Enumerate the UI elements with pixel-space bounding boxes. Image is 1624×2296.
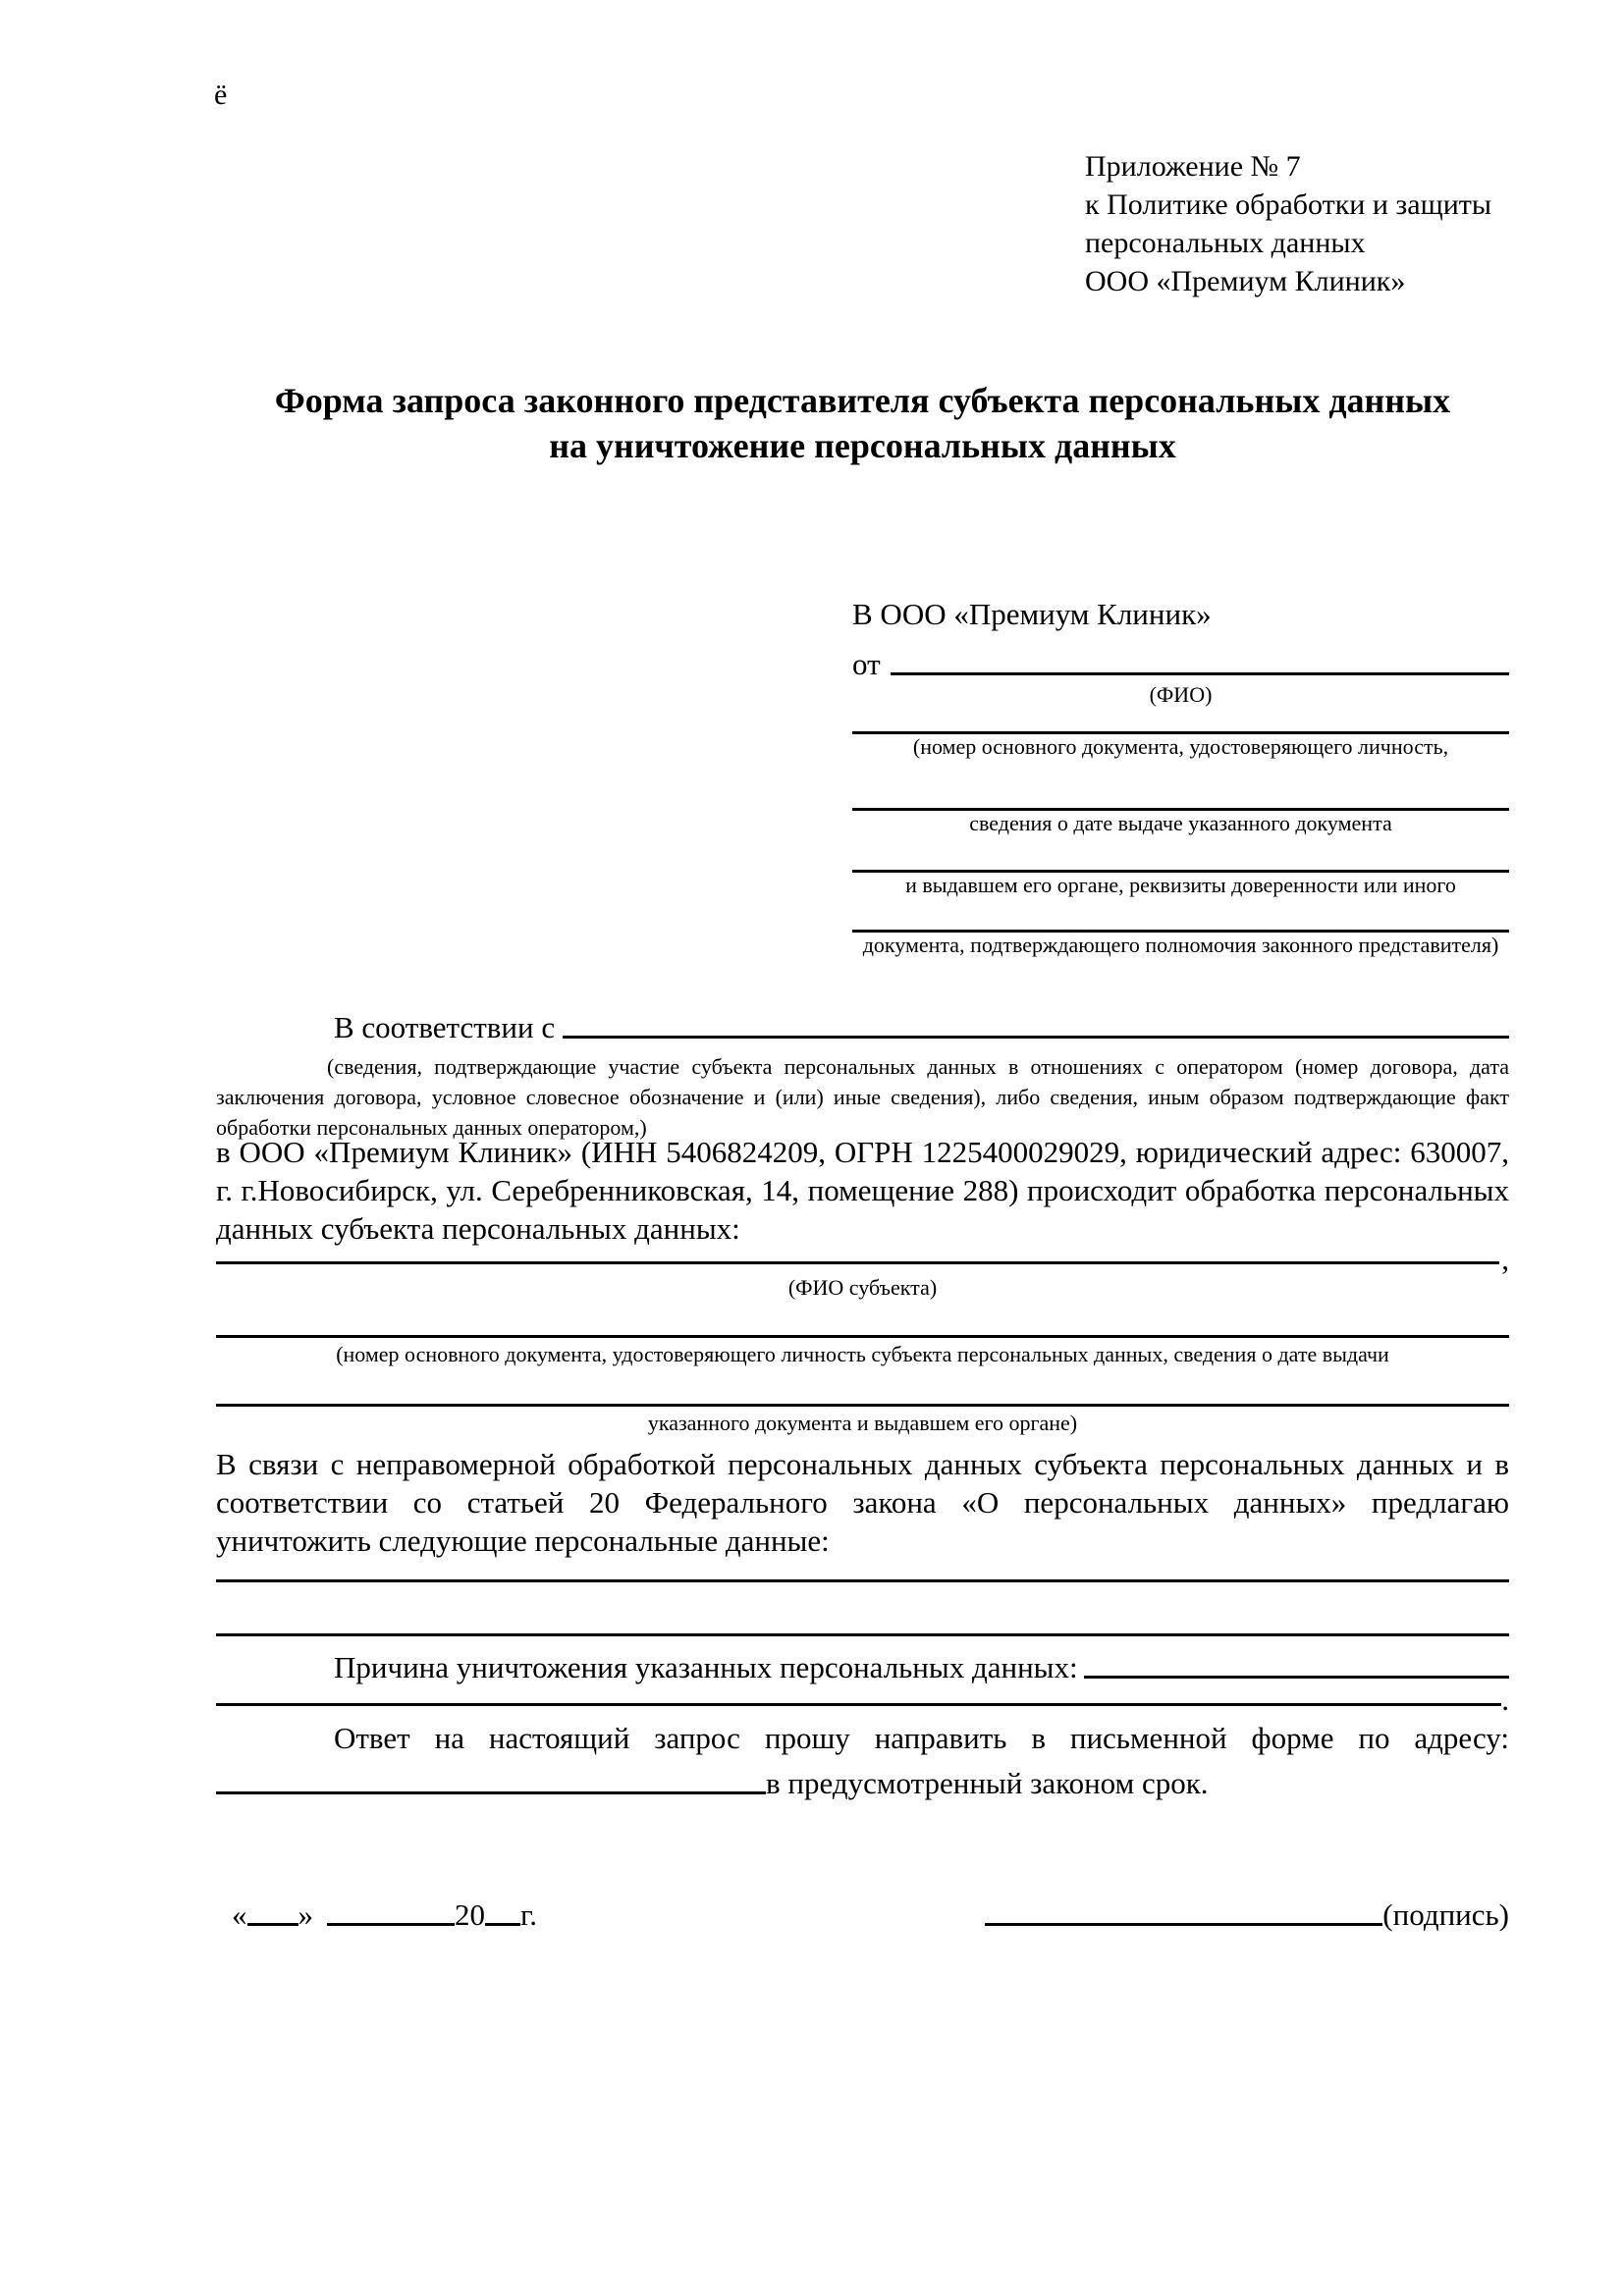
stray-character: ё — [214, 79, 228, 111]
accordance-label: В соответствии с — [334, 1010, 556, 1044]
date-close-quote: » — [298, 1897, 313, 1932]
addressee-to: В ООО «Премиум Клиник» — [852, 597, 1212, 631]
doc-field — [852, 930, 1509, 957]
response-address-row — [216, 1762, 1509, 1801]
date-line — [232, 1888, 537, 1933]
reason-blank-line — [216, 1703, 1501, 1706]
trailing-comma: , — [1501, 1242, 1509, 1276]
from-label: от — [852, 647, 881, 681]
subject-doc-caption-2: указанного документа и выдавшем его органе) — [647, 1411, 1078, 1435]
fio-caption: (ФИО) — [1149, 682, 1213, 707]
form-title-line-2: на уничтожение персональных данных — [549, 426, 1176, 465]
response-tail: в предусмотренный законом срок. — [766, 1766, 1209, 1800]
accordance-blank-field — [563, 1036, 1509, 1039]
appendix-line: к Политике обработки и защиты — [1085, 188, 1492, 221]
addressee-block — [852, 594, 1509, 957]
reason-blank-field — [1084, 1676, 1509, 1679]
trailing-period: . — [1501, 1682, 1509, 1717]
data-blank-line-2 — [216, 1633, 1509, 1636]
month-blank — [327, 1923, 455, 1926]
doc-field-caption: и выдавшем его органе, реквизиты доверенности или иного — [905, 873, 1456, 897]
subject-fio-caption: (ФИО субъекта) — [787, 1275, 938, 1300]
subject-fio-blank-field — [216, 1261, 1499, 1264]
form-title — [216, 378, 1509, 468]
signature-blank-field — [985, 1923, 1382, 1926]
date-open-quote: « — [232, 1897, 247, 1932]
accordance-caption: (сведения, подтверждающие участие субъекта персональных данных в отношениях с оператором (номер договора, дата заключения договора, условное словесное обозначение и (или) иные сведения), либо сведения, иным образом подтверждающие факт обработки персональных данных оператором,) — [216, 1054, 1509, 1140]
data-blank-line-1 — [216, 1579, 1509, 1582]
operator-paragraph: в ООО «Премиум Клиник» (ИНН 5406824209, ОГРН 1225400029029, юридический адрес: 630007, г. г.Новосибирск, ул. Серебренниковская, 14, помещение 288) происходит обработка персональных данных субъекта персональных данных: — [216, 1135, 1509, 1246]
doc-field — [852, 731, 1509, 759]
reason-continuation-row — [216, 1682, 1509, 1717]
fio-blank-field — [891, 672, 1509, 675]
subject-doc-blank-field — [216, 1335, 1509, 1338]
appendix-line: ООО «Премиум Клиник» — [1085, 265, 1406, 297]
doc-field — [852, 870, 1509, 897]
year-prefix: 20 — [455, 1897, 485, 1932]
demand-paragraph: В связи с неправомерной обработкой персональных данных субъекта персональных данных и в соответствии со статьей 20 Федерального закона «О персональных данных» предлагаю уничтожить следующие персональные данные: — [216, 1447, 1509, 1558]
from-field-row — [852, 635, 1509, 682]
doc-field-caption: документа, подтверждающего полномочия законного представителя) — [862, 933, 1499, 957]
subject-fio-row — [216, 1242, 1509, 1276]
subject-doc-blank-field — [216, 1404, 1509, 1407]
signature-caption: (подпись) — [1382, 1897, 1509, 1932]
subject-doc-caption-1: (номер основного документа, удостоверяющего личность субъекта персональных данных, сведения о дате выдачи — [336, 1342, 1389, 1366]
accordance-row — [216, 1002, 1509, 1045]
appendix-line: персональных данных — [1085, 227, 1366, 259]
year-blank — [485, 1923, 520, 1926]
reason-label: Причина уничтожения указанных персональных данных: — [334, 1650, 1078, 1684]
day-blank — [247, 1923, 298, 1926]
reason-row — [216, 1648, 1509, 1685]
year-suffix: г. — [520, 1897, 537, 1932]
appendix-line: Приложение № 7 — [1085, 150, 1301, 183]
form-title-line-1: Форма запроса законного представителя субъекта персональных данных — [274, 381, 1451, 420]
doc-field — [852, 808, 1509, 835]
response-sentence: Ответ на настоящий запрос прошу направить в письменной форме по адресу: — [334, 1721, 1509, 1755]
appendix-note — [1085, 147, 1491, 300]
footer-row — [216, 1888, 1509, 1933]
doc-field-caption: сведения о дате выдаче указанного документа — [969, 811, 1392, 835]
doc-field-caption: (номер основного документа, удостоверяющего личность, — [912, 734, 1449, 759]
address-blank-field — [216, 1791, 766, 1794]
signature-line — [985, 1888, 1509, 1933]
